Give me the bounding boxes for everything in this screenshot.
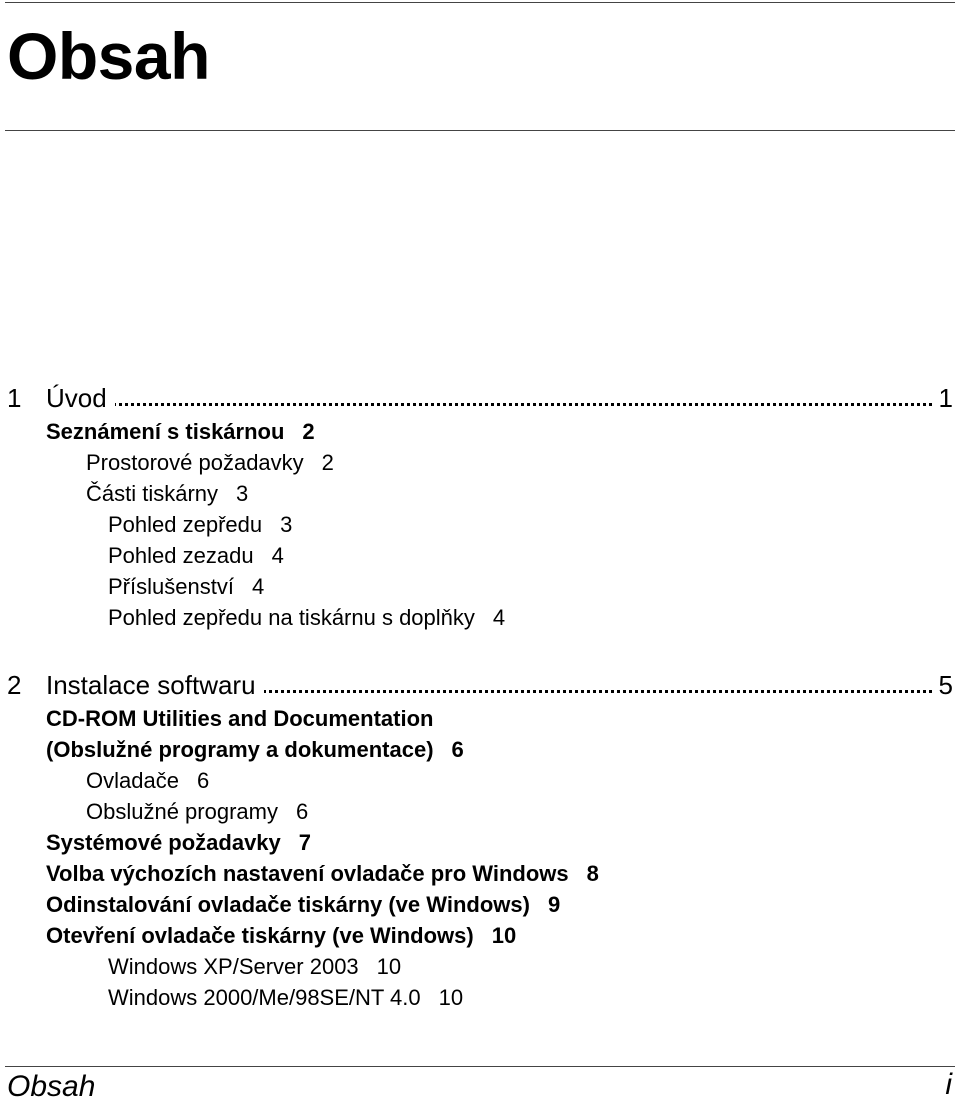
toc-entry[interactable]: [46, 736, 960, 764]
footer-page-number: i: [945, 1068, 952, 1101]
toc-entry[interactable]: [108, 542, 960, 570]
entry-page: 10: [438, 985, 464, 1010]
entry-page: 7: [298, 830, 312, 855]
footer-rule: [5, 1066, 955, 1067]
toc-entry[interactable]: [46, 829, 960, 857]
toc-entry[interactable]: [86, 767, 960, 795]
entry-page: 4: [251, 574, 265, 599]
entry-title: Pohled zezadu: [108, 543, 254, 568]
entry-page: 10: [491, 923, 517, 948]
entry-title: Prostorové požadavky: [86, 450, 304, 475]
entry-title: Odinstalování ovladače tiskárny (ve Windows): [46, 892, 530, 917]
entry-page: 10: [376, 954, 402, 979]
entry-title: Části tiskárny: [86, 481, 219, 506]
entry-title: Systémové požadavky: [46, 830, 281, 855]
entry-title: Windows XP/Server 2003: [108, 954, 359, 979]
entry-title: Pohled zepředu na tiskárnu s doplňky: [108, 605, 475, 630]
page-title: Obsah: [7, 19, 210, 93]
entry-page: 8: [586, 861, 599, 886]
toc-entry[interactable]: [108, 984, 960, 1012]
entry-title: (Obslužné programy a dokumentace): [46, 737, 434, 762]
chapter-page: 5: [933, 670, 953, 700]
entry-title: Volba výchozích nastavení ovladače pro Windows: [46, 861, 569, 886]
toc-entry[interactable]: [46, 922, 960, 950]
toc-entry[interactable]: [108, 604, 960, 632]
chapter-number: 1: [7, 383, 22, 413]
entry-title: Ovladače: [86, 768, 179, 793]
footer-label: Obsah: [7, 1070, 96, 1103]
toc-entry[interactable]: [108, 953, 960, 981]
chapter-number: 2: [7, 670, 22, 700]
toc-entry[interactable]: [46, 860, 960, 888]
chapter-title: Instalace softwaru: [46, 670, 264, 700]
chapter-page: 1: [933, 383, 953, 413]
entry-page: 3: [236, 481, 249, 506]
toc-entry[interactable]: [46, 705, 960, 733]
entry-title: Otevření ovladače tiskárny (ve Windows): [46, 923, 474, 948]
toc-entry[interactable]: [46, 891, 960, 919]
entry-title: Pohled zepředu: [108, 512, 263, 537]
toc-entry[interactable]: [108, 573, 960, 601]
entry-page: 6: [451, 737, 464, 762]
toc-entry[interactable]: [46, 418, 960, 446]
entry-page: 6: [295, 799, 309, 824]
entry-title: Windows 2000/Me/98SE/NT 4.0: [108, 985, 421, 1010]
entry-title: Obslužné programy: [86, 799, 278, 824]
entry-page: 6: [196, 768, 210, 793]
entry-title: Příslušenství: [108, 574, 234, 599]
dot-leader: [46, 403, 938, 406]
entry-page: 4: [271, 543, 284, 568]
toc-entry[interactable]: [86, 480, 960, 508]
chapter-title: Úvod: [46, 383, 115, 413]
entry-page: 3: [280, 512, 293, 537]
top-rule: [5, 2, 955, 3]
entry-title: Seznámení s tiskárnou: [46, 419, 285, 444]
entry-page: 2: [302, 419, 315, 444]
toc-entry[interactable]: [86, 798, 960, 826]
title-rule: [5, 130, 955, 131]
entry-page: 2: [321, 450, 334, 475]
entry-page: 4: [492, 605, 506, 630]
toc-entry[interactable]: [86, 449, 960, 477]
entry-title: CD-ROM Utilities and Documentation: [46, 706, 434, 731]
entry-page: 9: [547, 892, 561, 917]
toc-entry[interactable]: [108, 511, 960, 539]
